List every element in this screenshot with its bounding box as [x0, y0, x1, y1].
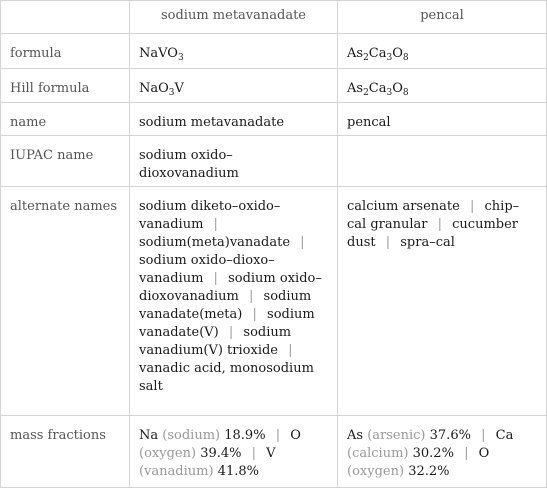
list-separator: |	[213, 217, 218, 232]
list-separator: |	[251, 446, 257, 461]
formula-cell	[338, 34, 547, 69]
formula-subscript: 2	[363, 53, 369, 63]
list-separator: |	[481, 428, 486, 443]
list-separator: |	[385, 235, 391, 250]
element-symbol: Na	[139, 428, 159, 443]
mass-fractions-cell	[130, 416, 338, 488]
formula-text: NaVO	[139, 46, 178, 61]
alternate-name: vanadic acid, monosodium salt	[139, 361, 314, 394]
formula-subscript: 8	[402, 88, 409, 98]
row-label: name	[1, 103, 130, 136]
list-separator: |	[464, 446, 469, 461]
alternate-name: sodium vanadate(meta)	[139, 289, 312, 322]
fraction-value: 32.2%	[408, 464, 450, 479]
column-header-sodium-metavanadate: sodium metavanadate	[130, 1, 338, 34]
element-symbol: O	[290, 428, 301, 443]
fraction-value: 39.4%	[200, 446, 242, 461]
list-separator: |	[275, 428, 281, 443]
list-separator: |	[252, 307, 257, 322]
fraction-value: 18.9%	[224, 428, 266, 443]
mass-fractions-cell	[338, 416, 547, 488]
fraction-value: 30.2%	[412, 446, 454, 461]
row-formula	[1, 34, 547, 69]
list-separator: |	[249, 289, 254, 304]
fraction-value: 41.8%	[217, 464, 259, 479]
formula-text: V	[174, 81, 184, 96]
formula-text: O	[392, 46, 403, 61]
list-separator: |	[437, 217, 443, 232]
element-name: (arsenic)	[367, 428, 426, 443]
list-separator: |	[300, 235, 305, 250]
element-symbol: Ca	[495, 428, 514, 443]
iupac-name-cell	[130, 136, 338, 187]
name-cell	[338, 103, 547, 136]
corner-header-cell	[1, 1, 130, 34]
formula-text: As	[347, 81, 364, 96]
column-header-pencal: pencal	[338, 1, 547, 34]
header-row	[1, 1, 547, 34]
formula-text: Ca	[368, 46, 387, 61]
element-name: (calcium)	[347, 446, 409, 461]
element-name: (oxygen)	[347, 464, 405, 479]
list-separator: |	[213, 271, 218, 286]
formula-cell	[130, 69, 338, 103]
row-hill-formula	[1, 69, 547, 103]
list-separator: |	[469, 199, 475, 214]
row-mass-fractions	[1, 416, 547, 488]
element-name: (oxygen)	[139, 446, 197, 461]
row-label: mass fractions	[1, 416, 130, 488]
formula-cell	[338, 69, 547, 103]
alternate-name: sodium diketo–oxido–vanadium	[139, 199, 281, 232]
formula-text: As	[347, 46, 364, 61]
alternate-name: sodium oxido–dioxovanadium	[139, 271, 322, 304]
element-symbol: As	[347, 428, 364, 443]
formula-subscript: 3	[386, 88, 393, 98]
formula-cell	[130, 34, 338, 69]
formula-subscript: 2	[363, 88, 369, 98]
formula-text: O	[392, 81, 403, 96]
cell-text: sodium oxido–dioxovanadium	[139, 148, 239, 181]
element-symbol: V	[266, 446, 276, 461]
list-separator: |	[288, 343, 293, 358]
formula-subscript: 3	[177, 53, 184, 63]
alternate-name: calcium arsenate	[347, 199, 460, 214]
row-label: IUPAC name	[1, 136, 130, 187]
name-cell	[130, 103, 338, 136]
iupac-name-cell	[338, 136, 547, 187]
list-separator: |	[228, 325, 234, 340]
alternate-name: sodium vanadium(V) trioxide	[139, 325, 292, 358]
row-alternate-names	[1, 187, 547, 416]
row-label: alternate names	[1, 187, 130, 416]
row-name	[1, 103, 547, 136]
row-label: Hill formula	[1, 69, 130, 103]
alternate-name: sodium vanadate(V)	[139, 307, 315, 340]
cell-text: pencal	[347, 115, 391, 130]
formula-subscript: 3	[168, 88, 175, 98]
element-name: (vanadium)	[139, 464, 214, 479]
formula-text: NaO	[139, 81, 169, 96]
alternate-names-cell	[130, 187, 338, 416]
row-iupac-name	[1, 136, 547, 187]
cell-text: sodium metavanadate	[139, 115, 285, 130]
formula-subscript: 8	[402, 53, 409, 63]
formula-subscript: 3	[386, 53, 393, 63]
element-name: (sodium)	[162, 428, 221, 443]
formula-text: Ca	[368, 81, 387, 96]
alternate-name: chip–cal granular	[347, 199, 520, 232]
alternate-name: spra–cal	[400, 235, 455, 250]
alternate-names-cell	[338, 187, 547, 416]
alternate-name: sodium oxido–dioxo–vanadium	[139, 253, 275, 286]
fraction-value: 37.6%	[429, 428, 471, 443]
alternate-name: sodium(meta)vanadate	[139, 235, 291, 250]
alternate-name: cucumber dust	[347, 217, 519, 250]
row-label: formula	[1, 34, 130, 69]
element-symbol: O	[478, 446, 490, 461]
